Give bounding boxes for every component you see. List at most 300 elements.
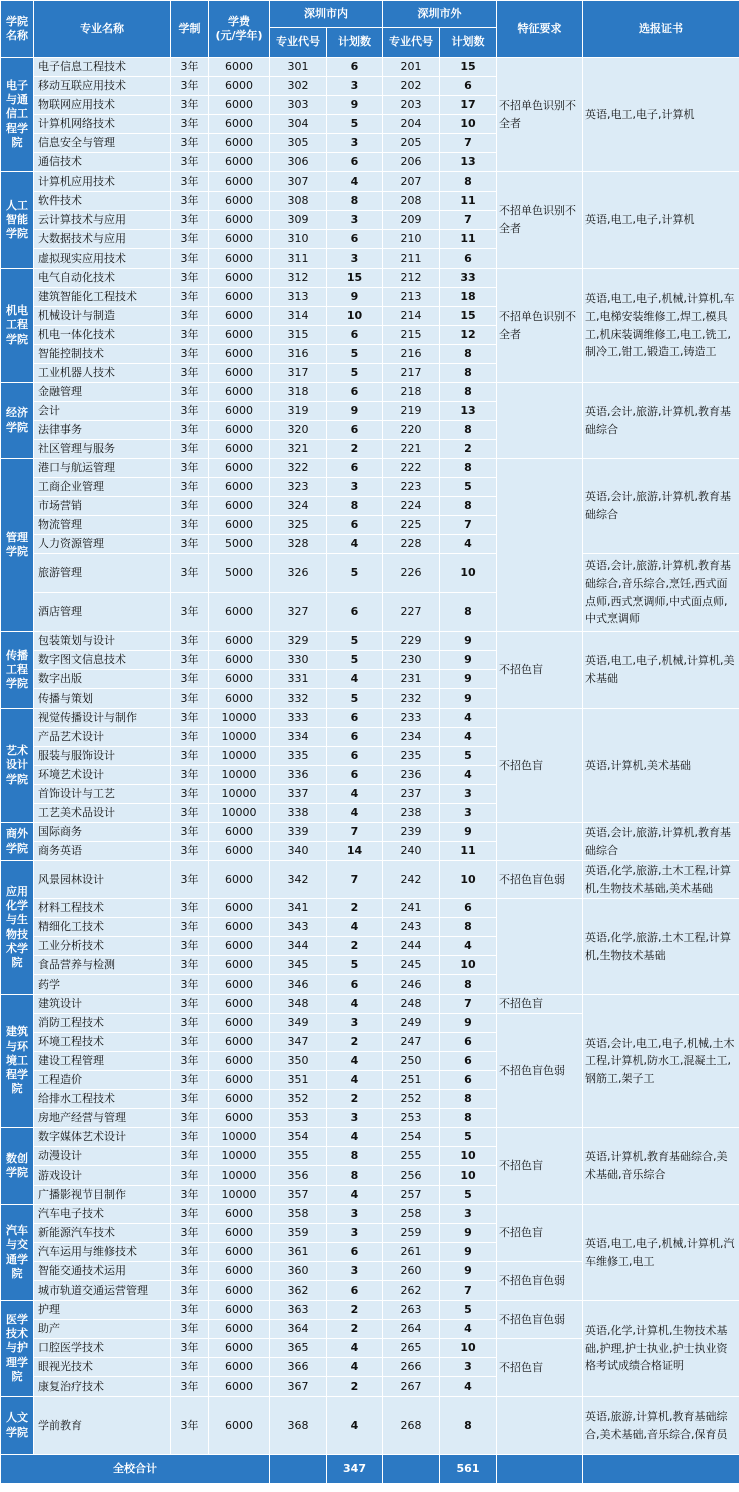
major-name: 首饰设计与工艺 xyxy=(34,785,171,804)
requirement: 不招色盲色弱 xyxy=(497,1262,583,1301)
fee: 6000 xyxy=(209,956,270,975)
plan-inside: 8 xyxy=(327,497,383,516)
years: 3年 xyxy=(171,96,209,115)
fee: 6000 xyxy=(209,1243,270,1262)
plan-inside: 3 xyxy=(327,1109,383,1128)
code-inside: 303 xyxy=(270,96,327,115)
code-outside: 264 xyxy=(383,1320,440,1339)
code-inside: 343 xyxy=(270,918,327,937)
code-inside: 340 xyxy=(270,842,327,861)
plan-inside: 6 xyxy=(327,326,383,345)
plan-inside: 3 xyxy=(327,478,383,497)
code-inside: 310 xyxy=(270,230,327,249)
years: 3年 xyxy=(171,842,209,861)
plan-inside: 6 xyxy=(327,383,383,402)
requirement xyxy=(497,459,583,632)
major-name: 电气自动化技术 xyxy=(34,269,171,288)
code-inside: 325 xyxy=(270,516,327,535)
plan-outside: 8 xyxy=(440,172,497,192)
fee: 6000 xyxy=(209,593,270,632)
table-body xyxy=(1,58,739,1455)
years: 3年 xyxy=(171,192,209,211)
plan-inside: 2 xyxy=(327,937,383,956)
code-outside: 232 xyxy=(383,689,440,709)
years: 3年 xyxy=(171,1281,209,1301)
fee: 10000 xyxy=(209,1128,270,1147)
certificates: 英语,化学,计算机,生物技术基础,护理,护士执业,护士执业资格考试成绩合格证明 xyxy=(583,1301,739,1397)
major-name: 通信技术 xyxy=(34,153,171,172)
code-inside: 320 xyxy=(270,421,327,440)
code-outside: 258 xyxy=(383,1205,440,1224)
years: 3年 xyxy=(171,440,209,459)
plan-outside: 5 xyxy=(440,478,497,497)
plan-outside: 8 xyxy=(440,421,497,440)
plan-inside: 5 xyxy=(327,364,383,383)
major-name: 机械设计与制造 xyxy=(34,307,171,326)
code-outside: 216 xyxy=(383,345,440,364)
code-inside: 362 xyxy=(270,1281,327,1301)
code-outside: 243 xyxy=(383,918,440,937)
major-name: 口腔医学技术 xyxy=(34,1339,171,1358)
code-outside: 254 xyxy=(383,1128,440,1147)
header-code-outside: 专业代号 xyxy=(383,28,440,58)
years: 3年 xyxy=(171,307,209,326)
code-inside: 322 xyxy=(270,459,327,478)
table-row xyxy=(1,383,739,402)
major-name: 信息安全与管理 xyxy=(34,134,171,153)
years: 3年 xyxy=(171,937,209,956)
requirement xyxy=(497,1397,583,1455)
code-inside: 361 xyxy=(270,1243,327,1262)
code-inside: 314 xyxy=(270,307,327,326)
code-outside: 222 xyxy=(383,459,440,478)
major-name: 汽车电子技术 xyxy=(34,1205,171,1224)
code-outside: 235 xyxy=(383,747,440,766)
fee: 6000 xyxy=(209,1109,270,1128)
years: 3年 xyxy=(171,1301,209,1320)
plan-inside: 4 xyxy=(327,172,383,192)
code-inside: 359 xyxy=(270,1224,327,1243)
code-inside: 309 xyxy=(270,211,327,230)
code-outside: 256 xyxy=(383,1166,440,1186)
plan-outside: 9 xyxy=(440,651,497,670)
major-name: 物联网应用技术 xyxy=(34,96,171,115)
fee: 10000 xyxy=(209,785,270,804)
plan-inside: 3 xyxy=(327,249,383,269)
major-name: 数字出版 xyxy=(34,670,171,689)
plan-inside: 2 xyxy=(327,1033,383,1052)
plan-inside: 6 xyxy=(327,153,383,172)
code-outside: 213 xyxy=(383,288,440,307)
plan-outside: 10 xyxy=(440,861,497,899)
years: 3年 xyxy=(171,249,209,269)
code-outside: 261 xyxy=(383,1243,440,1262)
code-outside: 255 xyxy=(383,1147,440,1166)
code-inside: 333 xyxy=(270,709,327,728)
plan-inside: 4 xyxy=(327,1339,383,1358)
years: 3年 xyxy=(171,1339,209,1358)
code-outside: 226 xyxy=(383,554,440,593)
code-inside: 330 xyxy=(270,651,327,670)
fee: 6000 xyxy=(209,937,270,956)
years: 3年 xyxy=(171,383,209,402)
code-outside: 225 xyxy=(383,516,440,535)
plan-inside: 4 xyxy=(327,1071,383,1090)
plan-outside: 4 xyxy=(440,1320,497,1339)
major-name: 机电一体化技术 xyxy=(34,326,171,345)
plan-outside: 8 xyxy=(440,1397,497,1455)
fee: 6000 xyxy=(209,918,270,937)
major-name: 康复治疗技术 xyxy=(34,1377,171,1397)
major-name: 商务英语 xyxy=(34,842,171,861)
code-outside: 260 xyxy=(383,1262,440,1281)
major-name: 精细化工技术 xyxy=(34,918,171,937)
fee: 6000 xyxy=(209,478,270,497)
years: 3年 xyxy=(171,995,209,1014)
header-certificate: 选报证书 xyxy=(583,1,739,58)
code-inside: 341 xyxy=(270,899,327,918)
requirement: 不招色盲 xyxy=(497,632,583,709)
plan-inside: 3 xyxy=(327,211,383,230)
plan-inside: 4 xyxy=(327,918,383,937)
major-name: 旅游管理 xyxy=(34,554,171,593)
plan-inside: 3 xyxy=(327,1205,383,1224)
plan-inside: 2 xyxy=(327,1090,383,1109)
plan-outside: 10 xyxy=(440,554,497,593)
total-inside: 347 xyxy=(327,1455,383,1484)
major-name: 动漫设计 xyxy=(34,1147,171,1166)
years: 3年 xyxy=(171,689,209,709)
plan-inside: 2 xyxy=(327,1301,383,1320)
years: 3年 xyxy=(171,1377,209,1397)
major-name: 数字图文信息技术 xyxy=(34,651,171,670)
years: 3年 xyxy=(171,402,209,421)
code-outside: 209 xyxy=(383,211,440,230)
plan-outside: 9 xyxy=(440,1014,497,1033)
major-name: 法律事务 xyxy=(34,421,171,440)
plan-outside: 5 xyxy=(440,1128,497,1147)
code-outside: 217 xyxy=(383,364,440,383)
major-name: 眼视光技术 xyxy=(34,1358,171,1377)
total-label: 全校合计 xyxy=(1,1455,270,1484)
plan-outside: 11 xyxy=(440,230,497,249)
major-name: 传播与策划 xyxy=(34,689,171,709)
fee: 6000 xyxy=(209,96,270,115)
college-name: 艺术设计学院 xyxy=(1,709,34,823)
plan-inside: 2 xyxy=(327,1320,383,1339)
plan-outside: 5 xyxy=(440,1301,497,1320)
plan-outside: 9 xyxy=(440,1243,497,1262)
years: 3年 xyxy=(171,1090,209,1109)
major-name: 广播影视节目制作 xyxy=(34,1186,171,1205)
code-outside: 202 xyxy=(383,77,440,96)
plan-outside: 15 xyxy=(440,58,497,77)
plan-inside: 3 xyxy=(327,1262,383,1281)
code-inside: 308 xyxy=(270,192,327,211)
plan-inside: 9 xyxy=(327,96,383,115)
plan-outside: 3 xyxy=(440,785,497,804)
plan-outside: 3 xyxy=(440,1358,497,1377)
years: 3年 xyxy=(171,288,209,307)
fee: 6000 xyxy=(209,1033,270,1052)
code-inside: 323 xyxy=(270,478,327,497)
years: 3年 xyxy=(171,134,209,153)
fee: 6000 xyxy=(209,1320,270,1339)
code-outside: 248 xyxy=(383,995,440,1014)
major-name: 港口与航运管理 xyxy=(34,459,171,478)
years: 3年 xyxy=(171,804,209,823)
header-plan-inside: 计划数 xyxy=(327,28,383,58)
plan-inside: 2 xyxy=(327,440,383,459)
fee: 10000 xyxy=(209,766,270,785)
years: 3年 xyxy=(171,728,209,747)
years: 3年 xyxy=(171,593,209,632)
plan-outside: 8 xyxy=(440,459,497,478)
requirement: 不招单色识别不全者 xyxy=(497,269,583,383)
fee: 6000 xyxy=(209,364,270,383)
years: 3年 xyxy=(171,1224,209,1243)
plan-outside: 4 xyxy=(440,535,497,554)
code-inside: 324 xyxy=(270,497,327,516)
plan-inside: 3 xyxy=(327,77,383,96)
code-inside: 304 xyxy=(270,115,327,134)
code-inside: 350 xyxy=(270,1052,327,1071)
code-inside: 344 xyxy=(270,937,327,956)
plan-outside: 12 xyxy=(440,326,497,345)
years: 3年 xyxy=(171,1397,209,1455)
code-inside: 332 xyxy=(270,689,327,709)
plan-inside: 6 xyxy=(327,975,383,995)
major-name: 虚拟现实应用技术 xyxy=(34,249,171,269)
major-name: 产品艺术设计 xyxy=(34,728,171,747)
code-outside: 207 xyxy=(383,172,440,192)
major-name: 大数据技术与应用 xyxy=(34,230,171,249)
years: 3年 xyxy=(171,1243,209,1262)
certificates: 英语,会计,旅游,计算机,教育基础综合 xyxy=(583,823,739,861)
plan-inside: 4 xyxy=(327,1052,383,1071)
years: 3年 xyxy=(171,478,209,497)
fee: 6000 xyxy=(209,1262,270,1281)
requirement: 不招色盲色弱 xyxy=(497,1014,583,1128)
years: 3年 xyxy=(171,326,209,345)
plan-outside: 9 xyxy=(440,1262,497,1281)
major-name: 学前教育 xyxy=(34,1397,171,1455)
certificates: 英语,计算机,教育基础综合,美术基础,音乐综合 xyxy=(583,1128,739,1205)
code-inside: 302 xyxy=(270,77,327,96)
college-name: 机电工程学院 xyxy=(1,269,34,383)
plan-inside: 2 xyxy=(327,1377,383,1397)
code-outside: 257 xyxy=(383,1186,440,1205)
certificates: 英语,会计,旅游,计算机,教育基础综合,音乐综合,烹饪,西式面点师,西式烹调师,中式面点师,中式烹调师 xyxy=(583,554,739,632)
code-outside: 227 xyxy=(383,593,440,632)
code-inside: 327 xyxy=(270,593,327,632)
plan-outside: 9 xyxy=(440,689,497,709)
plan-outside: 8 xyxy=(440,364,497,383)
fee: 6000 xyxy=(209,421,270,440)
major-name: 药学 xyxy=(34,975,171,995)
code-inside: 355 xyxy=(270,1147,327,1166)
major-name: 环境艺术设计 xyxy=(34,766,171,785)
years: 3年 xyxy=(171,345,209,364)
code-inside: 321 xyxy=(270,440,327,459)
code-outside: 238 xyxy=(383,804,440,823)
fee: 6000 xyxy=(209,975,270,995)
plan-inside: 10 xyxy=(327,307,383,326)
major-name: 计算机应用技术 xyxy=(34,172,171,192)
major-name: 风景园林设计 xyxy=(34,861,171,899)
code-outside: 265 xyxy=(383,1339,440,1358)
code-outside: 234 xyxy=(383,728,440,747)
college-name: 传播工程学院 xyxy=(1,632,34,709)
code-inside: 307 xyxy=(270,172,327,192)
certificates: 英语,会计,旅游,计算机,教育基础综合 xyxy=(583,459,739,554)
table-row xyxy=(1,269,739,288)
plan-outside: 5 xyxy=(440,747,497,766)
fee: 10000 xyxy=(209,804,270,823)
code-inside: 334 xyxy=(270,728,327,747)
major-name: 服装与服饰设计 xyxy=(34,747,171,766)
code-inside: 356 xyxy=(270,1166,327,1186)
plan-outside: 7 xyxy=(440,516,497,535)
fee: 6000 xyxy=(209,516,270,535)
table-row xyxy=(1,172,739,192)
code-outside: 221 xyxy=(383,440,440,459)
years: 3年 xyxy=(171,497,209,516)
code-inside: 339 xyxy=(270,823,327,842)
code-outside: 244 xyxy=(383,937,440,956)
fee: 6000 xyxy=(209,632,270,651)
code-inside: 352 xyxy=(270,1090,327,1109)
code-inside: 329 xyxy=(270,632,327,651)
code-outside: 236 xyxy=(383,766,440,785)
table-row xyxy=(1,632,739,651)
plan-outside: 6 xyxy=(440,77,497,96)
plan-outside: 15 xyxy=(440,307,497,326)
plan-outside: 3 xyxy=(440,804,497,823)
fee: 6000 xyxy=(209,1071,270,1090)
table-row xyxy=(1,995,739,1014)
header-major: 专业名称 xyxy=(34,1,171,58)
code-outside: 251 xyxy=(383,1071,440,1090)
plan-inside: 14 xyxy=(327,842,383,861)
years: 3年 xyxy=(171,1166,209,1186)
plan-inside: 4 xyxy=(327,670,383,689)
code-outside: 229 xyxy=(383,632,440,651)
plan-outside: 13 xyxy=(440,153,497,172)
major-name: 会计 xyxy=(34,402,171,421)
code-outside: 205 xyxy=(383,134,440,153)
major-name: 包装策划与设计 xyxy=(34,632,171,651)
code-outside: 228 xyxy=(383,535,440,554)
fee: 6000 xyxy=(209,823,270,842)
code-inside: 358 xyxy=(270,1205,327,1224)
code-inside: 354 xyxy=(270,1128,327,1147)
code-outside: 250 xyxy=(383,1052,440,1071)
code-outside: 263 xyxy=(383,1301,440,1320)
major-name: 建设工程管理 xyxy=(34,1052,171,1071)
code-inside: 318 xyxy=(270,383,327,402)
code-inside: 347 xyxy=(270,1033,327,1052)
college-name: 电子与通信工程学院 xyxy=(1,58,34,172)
code-inside: 360 xyxy=(270,1262,327,1281)
fee: 6000 xyxy=(209,651,270,670)
years: 3年 xyxy=(171,153,209,172)
plan-outside: 8 xyxy=(440,975,497,995)
code-outside: 223 xyxy=(383,478,440,497)
major-name: 市场营销 xyxy=(34,497,171,516)
plan-inside: 9 xyxy=(327,402,383,421)
major-name: 工业机器人技术 xyxy=(34,364,171,383)
plan-inside: 2 xyxy=(327,899,383,918)
code-inside: 316 xyxy=(270,345,327,364)
plan-outside: 6 xyxy=(440,1033,497,1052)
years: 3年 xyxy=(171,1128,209,1147)
years: 3年 xyxy=(171,1358,209,1377)
code-outside: 231 xyxy=(383,670,440,689)
fee: 6000 xyxy=(209,995,270,1014)
fee: 10000 xyxy=(209,1147,270,1166)
plan-inside: 4 xyxy=(327,1358,383,1377)
code-inside: 305 xyxy=(270,134,327,153)
fee: 6000 xyxy=(209,269,270,288)
table-row xyxy=(1,861,739,899)
header-code-inside: 专业代号 xyxy=(270,28,327,58)
code-outside: 246 xyxy=(383,975,440,995)
code-outside: 224 xyxy=(383,497,440,516)
plan-outside: 4 xyxy=(440,937,497,956)
plan-outside: 18 xyxy=(440,288,497,307)
fee: 6000 xyxy=(209,1397,270,1455)
plan-outside: 9 xyxy=(440,670,497,689)
fee: 6000 xyxy=(209,689,270,709)
major-name: 数字媒体艺术设计 xyxy=(34,1128,171,1147)
code-outside: 242 xyxy=(383,861,440,899)
plan-outside: 9 xyxy=(440,1224,497,1243)
plan-inside: 9 xyxy=(327,288,383,307)
years: 3年 xyxy=(171,747,209,766)
years: 3年 xyxy=(171,516,209,535)
code-inside: 331 xyxy=(270,670,327,689)
code-outside: 214 xyxy=(383,307,440,326)
fee: 5000 xyxy=(209,554,270,593)
code-inside: 353 xyxy=(270,1109,327,1128)
plan-outside: 10 xyxy=(440,1339,497,1358)
code-inside: 335 xyxy=(270,747,327,766)
code-inside: 311 xyxy=(270,249,327,269)
fee: 6000 xyxy=(209,459,270,478)
plan-inside: 8 xyxy=(327,192,383,211)
major-name: 食品营养与检测 xyxy=(34,956,171,975)
fee: 6000 xyxy=(209,192,270,211)
table-row xyxy=(1,1205,739,1224)
college-name: 数创学院 xyxy=(1,1128,34,1205)
code-inside: 346 xyxy=(270,975,327,995)
major-name: 助产 xyxy=(34,1320,171,1339)
years: 3年 xyxy=(171,975,209,995)
college-name: 管理学院 xyxy=(1,459,34,632)
fee: 10000 xyxy=(209,1186,270,1205)
years: 3年 xyxy=(171,554,209,593)
major-name: 汽车运用与维修技术 xyxy=(34,1243,171,1262)
years: 3年 xyxy=(171,1014,209,1033)
plan-inside: 5 xyxy=(327,345,383,364)
years: 3年 xyxy=(171,899,209,918)
plan-inside: 6 xyxy=(327,728,383,747)
requirement: 不招色盲色弱 xyxy=(497,1301,583,1339)
major-name: 云计算技术与应用 xyxy=(34,211,171,230)
years: 3年 xyxy=(171,632,209,651)
plan-outside: 8 xyxy=(440,345,497,364)
